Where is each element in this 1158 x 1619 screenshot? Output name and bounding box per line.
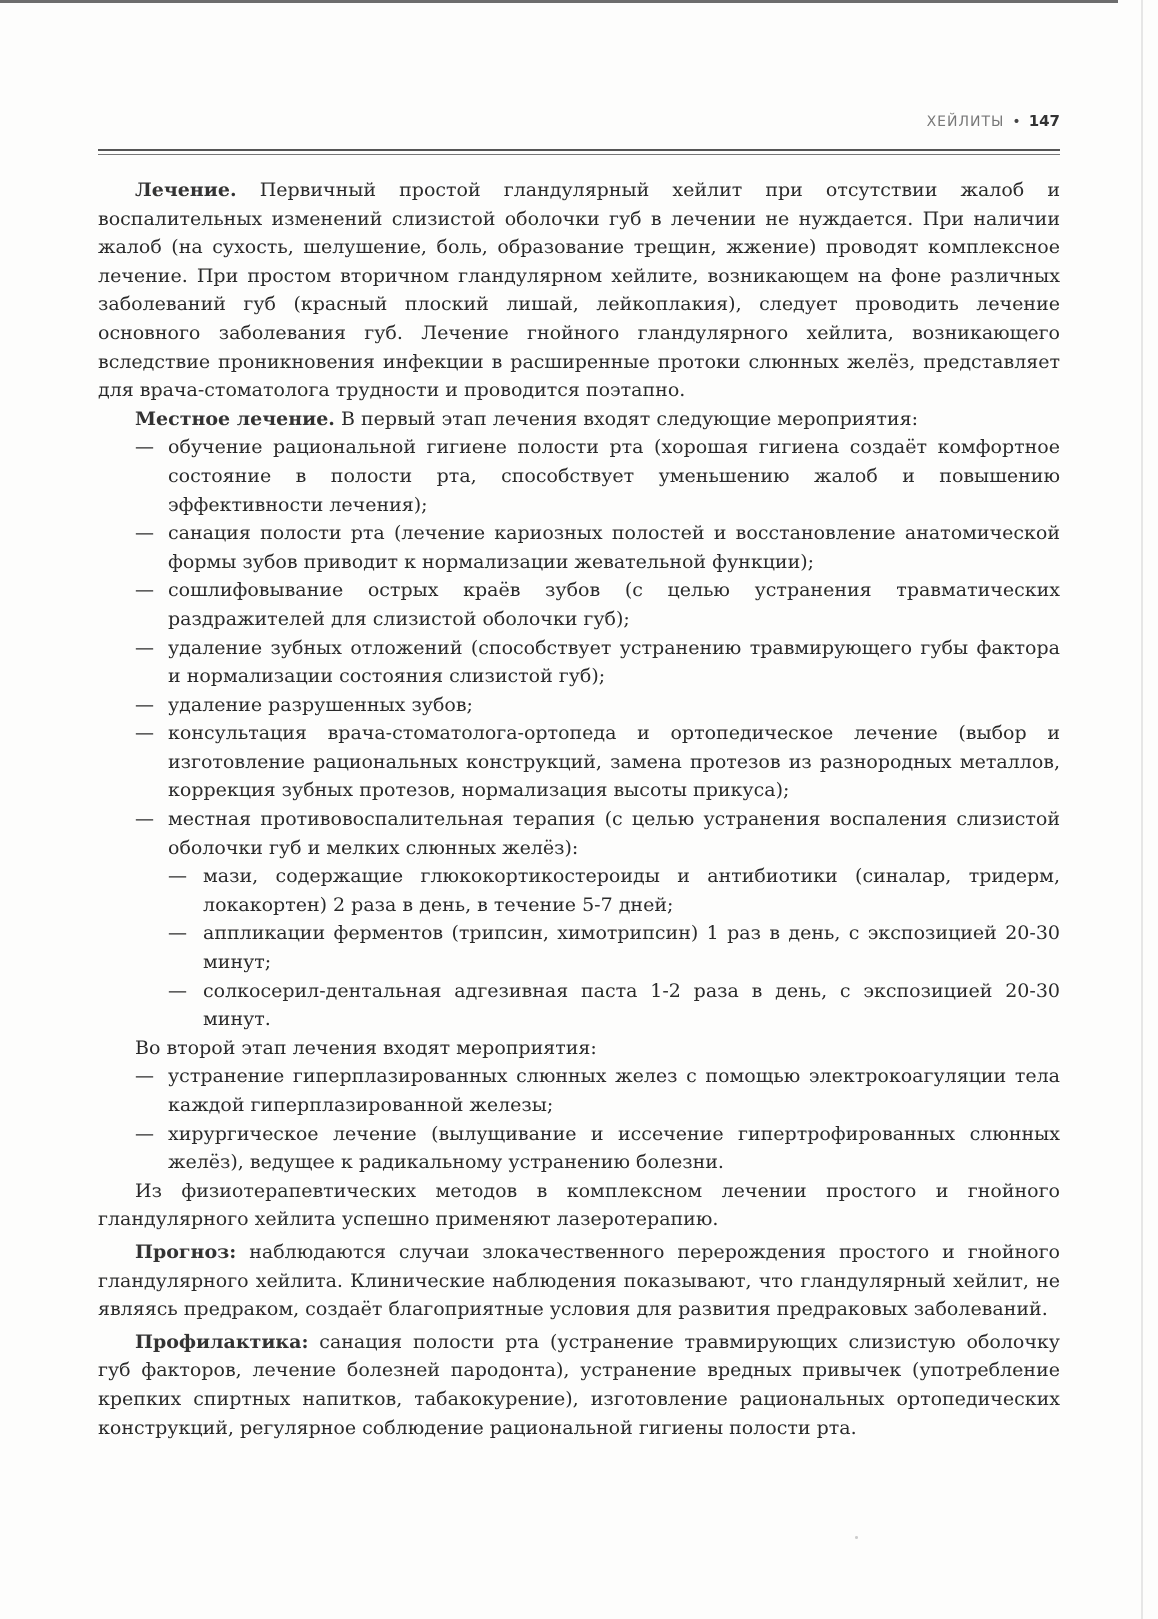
scan-speck	[855, 1536, 858, 1539]
list-item: — устранение гиперплазированных слюнных желез с помощью электрокоагуляции тела каждой гиперплазированной железы;	[135, 1065, 1060, 1116]
prevention-heading: Профилактика:	[135, 1330, 309, 1353]
treatment-paragraph	[98, 176, 1060, 405]
section-title: ХЕЙЛИТЫ	[926, 114, 1005, 130]
sub-list-item: — аппликации ферментов (трипсин, химотрипсин) 1 раз в день, с экспозицией 20-30 минут;	[168, 922, 1060, 974]
list-item: — консультация врача-стоматолога-ортопеда и ортопедическое лечение (выбор и изготовление рациональных конструкций, замена протезов из разнородных металлов, коррекция зубных протезов, нормализация высоты прикуса);	[135, 722, 1060, 802]
header-rule-thin	[98, 154, 1060, 155]
treatment-heading: Лечение.	[135, 179, 237, 201]
running-header	[100, 112, 1060, 130]
local-treatment-paragraph	[98, 405, 1060, 434]
page-number: 147	[1028, 112, 1060, 130]
second-stage-intro: Во второй этап лечения входят мероприятия:	[135, 1036, 597, 1059]
treatment-text: Первичный простой гландулярный хейлит при отсутствии жалоб и воспалительных изменений слизистой оболочки губ в лечении не нуждается. При наличии жалоб (на сухость, шелушение, боль, образование трещин, жжение) проводят комплексное лечение. При простом вторичном гландулярном хейлите, возникающем на фоне различных заболеваний губ (красный плоский лишай, лейкоплакия), следует проводить лечение основного заболевания губ. Лечение гнойного гландулярного хейлита, возникающего вследствие проникновения инфекции в расширенные протоки слюнных желёз, представляет для врача-стоматолога трудности и проводится поэтапно.	[98, 179, 1060, 402]
list-item: — санация полости рта (лечение кариозных полостей и восстановление анатомической формы зубов приводит к нормализации жевательной функции);	[135, 522, 1060, 573]
local-treatment-text: В первый этап лечения входят следующие мероприятия:	[340, 407, 918, 430]
list-item: — обучение рациональной гигиене полости рта (хорошая гигиена создаёт комфортное состояние в полости рта, способствует уменьшению жалоб и повышению эффективности лечения);	[135, 436, 1060, 516]
header-bullet: •	[1012, 114, 1021, 130]
prognosis-heading: Прогноз:	[135, 1240, 237, 1263]
prevention-text: санация полости рта (устранение травмирующих слизистую оболочку губ факторов, лечение болезней пародонта), устранение вредных привычек (употребление крепких спиртных напитков, табакокурение), изготовление рациональных ортопедических конструкций, регулярное соблюдение рациональной гигиены полости рта.	[98, 1330, 1060, 1439]
prognosis-paragraph	[98, 1238, 1060, 1324]
list-item: — сошлифовывание острых краёв зубов (с целью устранения травматических раздражителей для слизистой оболочки губ);	[135, 579, 1060, 630]
sub-list-item: — мази, содержащие глюкокортикостероиды и антибиотики (синалар, тридерм, локакортен) 2 раза в день, в течение 5-7 дней;	[168, 865, 1060, 916]
prognosis-text: наблюдаются случаи злокачественного перерождения простого и гнойного гландулярного хейлита. Клинические наблюдения показывают, что гландулярный хейлит, не являясь предраком, создаёт благоприятные условия для развития предраковых заболеваний.	[98, 1240, 1060, 1321]
header-rule	[98, 149, 1060, 151]
list-item: — хирургическое лечение (вылущивание и иссечение гипертрофированных слюнных желёз), ведущее к радикальному устранению болезни.	[135, 1122, 1060, 1174]
page-edge-shadow	[1141, 0, 1143, 1619]
top-edge-line	[0, 0, 1118, 3]
local-treatment-heading: Местное лечение.	[135, 407, 335, 430]
list-item: — местная противовоспалительная терапия (с целью устранения воспаления слизистой оболочки губ и мелких слюнных желёз):	[135, 808, 1060, 859]
page-body	[98, 176, 1060, 1442]
prevention-paragraph	[98, 1328, 1060, 1442]
list-item: — удаление разрушенных зубов;	[135, 693, 473, 716]
physiotherapy-paragraph: Из физиотерапевтических методов в комплексном лечении простого и гнойного гландулярного хейлита успешно применяют лазеротерапию.	[98, 1179, 1060, 1231]
sub-list-item: — солкосерил-дентальная адгезивная паста 1-2 раза в день, с экспозицией 20-30 минут.	[168, 979, 1060, 1031]
list-item: — удаление зубных отложений (способствует устранению травмирующего губы фактора и нормализации состояния слизистой губ);	[135, 636, 1060, 688]
